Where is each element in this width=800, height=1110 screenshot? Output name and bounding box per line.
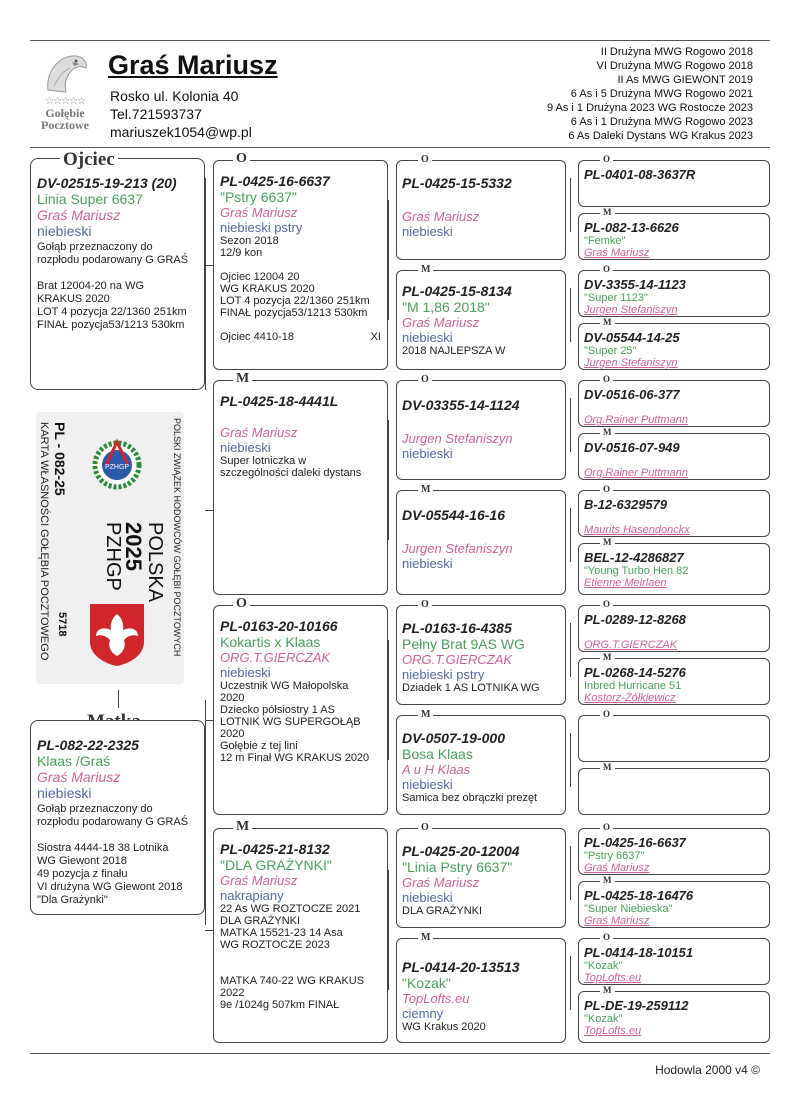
gen3-name <box>402 523 560 537</box>
note-line: MATKA 740-22 WG KRAKUS <box>220 975 365 987</box>
connector <box>570 956 571 1010</box>
gen3-note: WG Krakus 2020 <box>402 1021 486 1033</box>
note-line: szczególności daleki dystans <box>220 467 362 479</box>
gen3-note: 2018 NAJLEPSZA W <box>402 345 506 357</box>
gen4-name: "Super 1123" <box>584 292 648 304</box>
note-line: Gołąb przeznaczony do <box>37 803 153 815</box>
gen3-color: niebieski <box>402 330 453 345</box>
note-line: FINAŁ pozycja53/1213 530km <box>37 319 185 331</box>
gen4-box <box>578 768 770 815</box>
gen3-color: niebieski <box>402 777 453 792</box>
gen3-breeder: Jurgen Stefaniszyn <box>402 431 513 446</box>
gen2-breeder: Graś Mariusz <box>220 205 298 220</box>
gen2-color: niebieski pstry <box>220 220 303 235</box>
gen2-notes <box>220 235 381 343</box>
sire-label: O <box>418 375 432 385</box>
note-line: rozpłodu podarowany G GRAŚ <box>37 254 189 266</box>
gen3-color: niebieski <box>402 556 453 571</box>
note-line <box>220 319 381 331</box>
father-notes <box>37 241 198 332</box>
connector <box>388 640 389 760</box>
gen4-ring: DV-0516-06-377 <box>584 387 680 402</box>
note-line: MATKA 15521-23 14 Asa <box>220 927 343 939</box>
gen4-name <box>584 455 764 467</box>
gen4-box <box>578 433 770 480</box>
gen3-breeder: ORG.T.GIERCZAK <box>402 652 513 667</box>
gen4-breeder: Graś Mariusz <box>584 862 650 874</box>
gen4-breeder: TopLofts.eu <box>584 1025 642 1037</box>
connector <box>205 265 213 266</box>
gen2-color: niebieski <box>220 440 271 455</box>
note-line: "Dla Grażynki" <box>37 894 108 906</box>
gen2-breeder: Graś Mariusz <box>220 873 298 888</box>
sire-label: O <box>233 152 250 166</box>
dam-label: M <box>600 763 615 772</box>
gen4-ring: PL-0268-14-5276 <box>584 665 686 680</box>
achievements-list <box>547 45 753 143</box>
father-box <box>30 158 205 390</box>
achievement: II Drużyna MWG Rogowo 2018 <box>600 46 753 58</box>
father-color: niebieski <box>37 223 92 239</box>
gen2-name: Kokartis x Klaas <box>220 634 321 650</box>
gen4-box <box>578 605 770 652</box>
note-extra: XI <box>370 331 381 343</box>
note-line: Uczestnik WG Małopolska <box>220 680 349 692</box>
note-line: KRAKUS 2020 <box>37 293 110 305</box>
gen3-name: "Kozak" <box>402 975 451 991</box>
owner-name: Graś Mariusz <box>108 50 278 80</box>
gen4-name: "Super Niebieska" <box>584 903 673 915</box>
gen4-breeder: Org.Rainer Puttmann <box>584 414 688 426</box>
gen3-breeder: Graś Mariusz <box>402 875 480 890</box>
gen3-ring: DV-05544-16-16 <box>402 507 505 523</box>
gen4-box <box>578 881 770 928</box>
gen2-box <box>213 160 388 370</box>
note-line <box>220 951 381 963</box>
gen4-ring: BEL-12-4286827 <box>584 550 684 565</box>
gen4-ring: DV-05544-14-25 <box>584 330 680 345</box>
gen4-breeder: TopLofts.eu <box>584 972 642 984</box>
gen3-box <box>396 270 566 370</box>
gen4-name: "Pstry 6637" <box>584 850 645 862</box>
note-line: FINAŁ pozycja53/1213 530km <box>220 307 368 319</box>
card-title-1: POLSKA <box>144 522 166 603</box>
gen4-box <box>578 991 770 1043</box>
sire-label: O <box>600 155 613 164</box>
gen2-notes <box>220 903 381 1011</box>
connector <box>570 508 571 562</box>
gen3-box <box>396 605 566 705</box>
gen4-ring: B-12-6329579 <box>584 497 668 512</box>
connector <box>388 420 389 540</box>
note-line: Brat 12004-20 na WG <box>37 280 145 292</box>
gen4-box <box>578 270 770 317</box>
pigeon-logo-icon <box>42 50 92 96</box>
gen4-name <box>584 627 764 639</box>
note-line: 22 As WG ROZTOCZE 2021 <box>220 903 361 915</box>
note-line: rozpłodu podarowany G GRAŚ <box>37 816 189 828</box>
gen4-ring: PL-DE-19-259112 <box>584 998 689 1013</box>
dam-label: M <box>233 820 252 834</box>
sire-label: O <box>600 485 613 494</box>
gen3-box <box>396 490 566 595</box>
gen3-ring: PL-0163-16-4385 <box>402 620 512 636</box>
gen4-box <box>578 380 770 427</box>
sire-label: O <box>233 597 250 611</box>
note-line: 2022 <box>220 987 245 999</box>
sire-label: O <box>600 933 613 942</box>
gen3-color: niebieski <box>402 446 453 461</box>
logo-text-2: Pocztowe <box>41 118 89 132</box>
connector <box>205 510 213 511</box>
gen4-ring: PL-0289-12-8268 <box>584 612 686 627</box>
gen3-color: niebieski <box>402 890 453 905</box>
gen3-ring: PL-0425-20-12004 <box>402 843 520 859</box>
note-row <box>220 331 381 343</box>
gen4-ring: PL-0425-16-6637 <box>584 835 686 850</box>
gen3-note: Samica bez obrączki prezęt <box>402 792 538 804</box>
gen4-name: "Femke" <box>584 235 626 247</box>
note-line: Dziecko półsiostry 1 AS <box>220 704 335 716</box>
logo-text-1: Gołębie <box>45 106 85 120</box>
dam-label: M <box>418 933 433 943</box>
card-ring: PL - 082-25 <box>52 422 68 496</box>
sire-label: O <box>418 823 432 833</box>
connector <box>205 930 213 931</box>
dam-label: M <box>418 485 433 495</box>
ownership-card <box>36 412 184 684</box>
gen2-ring: PL-0425-21-8132 <box>220 841 330 857</box>
note-line <box>220 259 381 271</box>
achievement: 6 As Daleki Dystans WG Krakus 2023 <box>568 130 753 142</box>
gen3-breeder: Jurgen Stefaniszyn <box>402 541 513 556</box>
gen3-ring: DV-03355-14-1124 <box>402 397 520 413</box>
father-ring: DV-02515-19-213 (20) <box>37 175 177 191</box>
gen3-breeder: TopLofts.eu <box>402 991 470 1006</box>
gen3-color: niebieski pstry <box>402 667 485 682</box>
gen2-name <box>220 409 381 425</box>
sire-label: O <box>600 823 613 832</box>
gen3-name: "M 1,86 2018" <box>402 299 490 315</box>
gen4-ring: PL-0425-18-16476 <box>584 888 694 903</box>
gen3-breeder: Graś Mariusz <box>402 315 480 330</box>
gen3-breeder: Graś Mariusz <box>402 209 480 224</box>
achievement: 6 As i 5 Drużyna MWG Rogowo 2021 <box>570 88 753 100</box>
gen3-note: Dziadek 1 AS LOTNIKA WG <box>402 682 540 694</box>
gen4-breeder: Kostorz-Żółkiewicz <box>584 692 676 704</box>
mother-notes <box>37 803 198 907</box>
gen4-breeder: Jurgen Stefaniszyn <box>584 304 678 316</box>
gen2-notes <box>220 455 381 479</box>
note-line: LOT 4 pozycja 22/1360 251km <box>220 295 370 307</box>
sire-label: O <box>600 600 613 609</box>
gen2-box <box>213 605 388 815</box>
card-number: 5718 <box>56 612 68 637</box>
note-line: VI drużyna WG Giewont 2018 <box>37 881 183 893</box>
gen4-breeder: Etienne Meirlaen <box>584 577 667 589</box>
sire-label: O <box>418 155 432 165</box>
sire-label: O <box>418 600 432 610</box>
note-line <box>220 963 381 975</box>
connector <box>570 288 571 342</box>
gen3-ring: PL-0414-20-13513 <box>402 959 520 975</box>
dam-label: M <box>418 265 433 275</box>
gen4-box <box>578 658 770 705</box>
gen4-box <box>578 543 770 595</box>
connector <box>388 870 389 990</box>
gen4-name: Inbred Hurricane 51 <box>584 680 682 692</box>
card-year: 2025 <box>121 522 146 571</box>
gen3-name <box>402 413 560 427</box>
gen3-box <box>396 380 566 480</box>
achievement: 9 As i 1 Drużyna 2023 WG Rostocze 2023 <box>546 102 753 114</box>
gen4-name: "Super 25" <box>584 345 637 357</box>
dam-label: M <box>233 372 252 386</box>
note-line: Siostra 4444-18 38 Lotnika <box>37 842 169 854</box>
gen4-ring: PL-082-13-6626 <box>584 220 679 235</box>
note-line: Gołębie z tej lini <box>220 740 298 752</box>
father-label: Ojciec <box>60 150 118 169</box>
note-line: Ojciec 4410-18 <box>220 331 294 343</box>
note-line: LOTNIK WG SUPERGOŁĄB <box>220 716 361 728</box>
father-name: Linia Super 6637 <box>37 191 143 207</box>
connector <box>205 720 213 721</box>
gen4-box <box>578 213 770 260</box>
note-line: Sezon 2018 <box>220 235 279 247</box>
connector <box>570 733 571 787</box>
note-line: WG KRAKUS 2020 <box>220 283 315 295</box>
gen4-ring: PL-0414-18-10151 <box>584 945 694 960</box>
note-line: 12/9 kon <box>220 247 263 259</box>
dam-label: M <box>600 653 615 662</box>
dam-label: M <box>600 876 615 885</box>
gen2-ring: PL-0425-16-6637 <box>220 173 330 189</box>
card-title-2: PZHGP <box>102 522 124 591</box>
gen2-name: "DLA GRAŻYNKI" <box>220 857 332 873</box>
gen4-breeder: ORG.T.GIERCZAK <box>584 639 678 651</box>
note-line: DLA GRAŻYNKI <box>220 915 301 927</box>
gen4-breeder: Org.Rainer Puttmann <box>584 467 688 479</box>
pzhgp-emblem-icon <box>86 432 148 494</box>
dam-label: M <box>418 710 433 720</box>
connector <box>205 178 206 390</box>
note-line: 12 m Finał WG KRAKUS 2020 <box>220 752 370 764</box>
mother-box <box>30 720 205 915</box>
gen3-color: ciemny <box>402 1006 444 1021</box>
gen3-ring: PL-0425-15-8134 <box>402 283 512 299</box>
gen2-color: niebieski <box>220 665 271 680</box>
card-org: POLSKI ZWIĄZEK HODOWCÓW GOŁĘBI POCZTOWYCH <box>172 418 182 657</box>
gen3-box <box>396 160 566 260</box>
connector <box>388 200 389 320</box>
gen4-box <box>578 828 770 875</box>
gen4-box <box>578 938 770 985</box>
gen2-box <box>213 828 388 1043</box>
pzhgp-badge-text: PZHGP <box>104 464 130 471</box>
gen2-notes <box>220 680 381 764</box>
gen2-ring: PL-0425-18-4441L <box>220 393 339 409</box>
owner-phone: Tel.721593737 <box>110 106 202 122</box>
note-line <box>37 267 198 280</box>
gen4-breeder: Jurgen Stefaniszyn <box>584 357 678 369</box>
gen2-ring: PL-0163-20-10166 <box>220 618 338 634</box>
gen2-breeder: Graś Mariusz <box>220 425 298 440</box>
connector <box>118 690 119 708</box>
gen3-ring: DV-0507-19-000 <box>402 730 505 746</box>
dam-label: M <box>600 208 615 217</box>
gen3-box <box>396 938 566 1043</box>
logo-stars: ☆☆☆☆☆ <box>45 96 85 107</box>
gen2-box <box>213 380 388 595</box>
dam-label: M <box>600 538 615 547</box>
note-line: WG ROZTOCZE 2023 <box>220 939 330 951</box>
gen4-box <box>578 490 770 537</box>
gen3-box <box>396 715 566 815</box>
gen4-breeder: Maurits Hasendonckx <box>584 524 690 536</box>
polish-eagle-icon <box>88 602 146 668</box>
logo <box>32 50 98 138</box>
dam-label: M <box>600 428 615 437</box>
card-karta: KARTA WŁASNOŚCI GOŁĘBIA POCZTOWEGO <box>38 422 50 661</box>
gen4-ring: DV-0516-07-949 <box>584 440 680 455</box>
gen4-name: "Kozak" <box>584 960 623 972</box>
connector <box>570 178 571 232</box>
gen3-ring: PL-0425-15-5332 <box>402 175 512 191</box>
mother-breeder: Graś Mariusz <box>37 769 121 785</box>
gen3-box <box>396 828 566 928</box>
gen3-name: Bosa Klaas <box>402 746 473 762</box>
connector <box>570 623 571 677</box>
gen4-box <box>578 160 770 207</box>
gen4-name: "Kozak" <box>584 1013 623 1025</box>
note-line: Ojciec 12004 20 <box>220 271 300 283</box>
dam-label: M <box>600 986 615 995</box>
achievement: 6 As i 1 Drużyna MWG Rogowo 2023 <box>570 116 753 128</box>
note-line: Gołąb przeznaczony do <box>37 241 153 253</box>
note-line: LOT 4 pozycja 22/1360 251km <box>37 306 187 318</box>
note-line: WG Giewont 2018 <box>37 855 127 867</box>
gen3-note: DLA GRAŻYNKI <box>402 905 483 917</box>
note-line: Super lotniczka w <box>220 455 307 467</box>
connector <box>570 846 571 900</box>
gen4-name <box>584 402 764 414</box>
mother-color: niebieski <box>37 785 92 801</box>
gen4-breeder: Graś Mariusz <box>584 247 650 259</box>
note-line: 2020 <box>220 692 245 704</box>
footer-version: Hodowla 2000 v4 © <box>655 1063 760 1077</box>
connector <box>205 700 206 925</box>
mother-name: Klaas /Graś <box>37 753 111 769</box>
gen3-name <box>402 191 560 205</box>
connector <box>570 398 571 452</box>
gen2-color: nakrapiany <box>220 888 284 903</box>
note-line: 9e /1024g 507km FINAŁ <box>220 999 340 1011</box>
gen2-name: "Pstry 6637" <box>220 189 297 205</box>
owner-email: mariuszek1054@wp.pl <box>110 124 252 140</box>
gen4-ring: DV-3355-14-1123 <box>584 277 686 292</box>
gen3-name: "Linia Pstry 6637" <box>402 859 513 875</box>
father-breeder: Graś Mariusz <box>37 207 121 223</box>
gen4-box <box>578 715 770 762</box>
gen4-ring: PL-0401-08-3637R <box>584 167 696 182</box>
sire-label: O <box>600 265 613 274</box>
note-line: 2020 <box>220 728 245 740</box>
sire-label: O <box>600 375 613 384</box>
gen4-breeder: Graś Mariusz <box>584 915 650 927</box>
achievement: II As MWG GIEWONT 2019 <box>617 74 753 86</box>
sire-label: O <box>600 710 613 719</box>
gen4-name: "Young Turbo Hen 82 <box>584 565 689 577</box>
owner-address: Rosko ul. Kolonia 40 <box>110 88 239 104</box>
gen4-name <box>584 512 764 524</box>
note-line <box>37 829 198 842</box>
gen2-breeder: ORG.T.GIERCZAK <box>220 650 331 665</box>
dam-label: M <box>600 318 615 327</box>
gen4-box <box>578 323 770 370</box>
note-line: 49 pozycja z finału <box>37 868 128 880</box>
achievement: VI Drużyna MWG Rogowo 2018 <box>596 60 753 72</box>
gen3-name: Pełny Brat 9AS WG <box>402 636 525 652</box>
mother-ring: PL-082-22-2325 <box>37 737 139 753</box>
gen3-color: niebieski <box>402 224 453 239</box>
gen3-breeder: A u H Klaas <box>402 762 471 777</box>
